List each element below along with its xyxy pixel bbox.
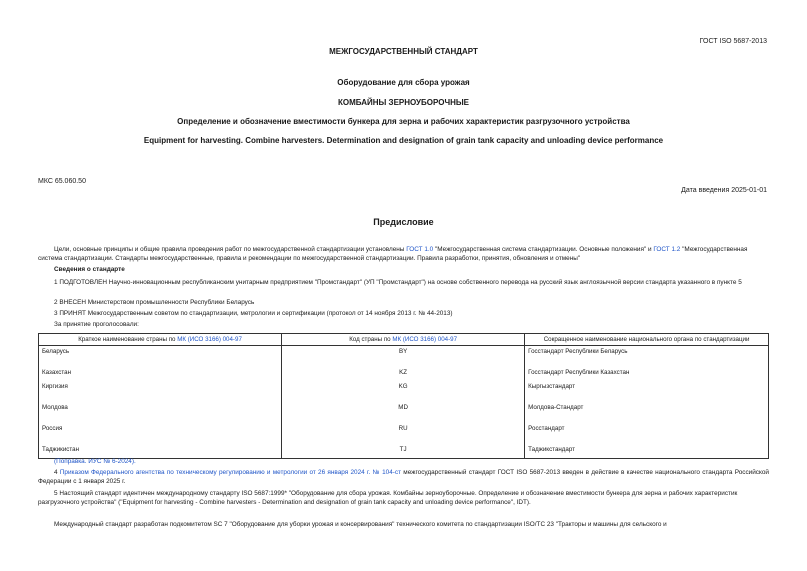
standards-body: Молдова-Стандарт (528, 404, 584, 411)
country-name: Беларусь (42, 348, 70, 355)
column-header-country: Краткое наименование страны по МК (ИСО 3166) 004-97 (39, 334, 282, 346)
gost-1-2-link[interactable]: ГОСТ 1.2 (653, 246, 681, 253)
column-header-body: Сокращенное наименование национального органа по стандартизации (525, 334, 769, 346)
country-code: RU (398, 425, 408, 432)
voted-for-label: За принятие проголосовали: (54, 321, 139, 328)
country-code: MD (398, 404, 408, 411)
table-row (39, 367, 769, 381)
subtitle-english: Equipment for harvesting. Combine harvesters. Determination and designation of grain tank capacity and unloading device performance (143, 136, 664, 145)
country-code: BY (398, 348, 408, 355)
item-5-identical: 5 Настоящий стандарт идентичен международному стандарту ISO 5687:1999* "Оборудование для сбора урожая. Комбайны зерноуборочные. Определение и обозначение вместимости бункера для зерна и рабочих характеристик разгрузочного устройства" ("Equipment for harvesting - Combine harvesters - Determination and designation of grain tank capacity and unloading device performance", IDT). (38, 490, 738, 506)
intro-text-b: "Межгосударственная система стандартизации. Основные положения" и (433, 246, 654, 253)
standards-body: Кыргызстандарт (528, 383, 576, 390)
country-name: Казахстан (42, 369, 71, 376)
item-2-submitted: 2 ВНЕСЕН Министерством промышленности Республики Беларусь (54, 299, 255, 306)
table-row (39, 381, 769, 402)
table-row (39, 402, 769, 423)
table-row (39, 346, 769, 368)
table-row (39, 423, 769, 444)
standards-body: Госстандарт Республики Казахстан (528, 369, 630, 376)
standards-body: Госстандарт Республики Беларусь (528, 348, 628, 355)
subtitle-combines: КОМБАЙНЫ ЗЕРНОУБОРОЧНЫЕ (337, 98, 470, 107)
country-name: Таджикистан (42, 446, 80, 453)
mks-code: МКС 65.060.50 (38, 178, 86, 185)
mk-iso-3166-link[interactable]: МК (ИСО 3166) 004-97 (177, 336, 242, 343)
item-4-order: 4 Приказом Федерального агентства по техническому регулированию и метрологии от 26 января 2024 г. № 104-ст межгосударственный стандарт ГОСТ ISO 5687-2013 введен в действие в качестве национального стандарта Российской Федерации с 1 января 2025 г. (38, 469, 769, 485)
mk-iso-3166-link[interactable]: МК (ИСО 3166) 004-97 (392, 336, 458, 343)
voting-states-table (38, 333, 769, 459)
item-1-prepared: 1 ПОДГОТОВЛЕН Научно-инновационным республиканским унитарным предприятием "Промстандарт" (УП "Промстандарт") на основе собственного перевода на русский язык англоязычной версии стандарта указанного в пункте 5 (54, 279, 742, 286)
intro-text-a: Цели, основные принципы и общие правила проведения работ по межгосударственной стандартизации установлены (54, 246, 407, 253)
table-row (39, 444, 769, 459)
standard-info-title: Сведения о стандарте (54, 266, 125, 273)
subtitle-equipment: Оборудование для сбора урожая (337, 78, 470, 87)
intro-text-c: "Межгосударственная система стандартизации. Стандарты межгосударственные, правила и рекомендации по межгосударственной стандартизации. Правила разработки, принятия, обновления и отмены" (38, 246, 748, 262)
column-header-code: Код страны по МК (ИСО 3166) 004-97 (282, 334, 525, 346)
country-name: Молдова (42, 404, 68, 411)
item-3-adopted: 3 ПРИНЯТ Межгосударственным советом по стандартизации, метрологии и сертификации (протокол от 14 ноября 2013 г. № 44-2013) (54, 310, 453, 317)
country-name: Россия (42, 425, 63, 432)
standard-type-heading: МЕЖГОСУДАРСТВЕННЫЙ СТАНДАРТ (329, 47, 478, 56)
country-name: Киргизия (42, 383, 68, 390)
country-code: TJ (399, 446, 407, 453)
table-header-row (39, 334, 769, 346)
preface-title: Предисловие (373, 217, 434, 227)
country-code: KZ (399, 369, 408, 376)
international-standard-paragraph: Международный стандарт разработан подкомитетом SC 7 "Оборудование для уборки урожая и консервирования" технического комитета по стандартизации ISO/TC 23 "Тракторы и машины для сельского и (54, 521, 667, 528)
introduction-date: Дата введения 2025-01-01 (681, 187, 767, 194)
standards-body: Росстандарт (528, 425, 565, 432)
amendment-link[interactable]: (Поправка. ИУС № 6-2024). (54, 458, 136, 465)
country-code: KG (398, 383, 408, 390)
subtitle-definition: Определение и обозначение вместимости бункера для зерна и рабочих характеристик разгрузочного устройства (177, 117, 630, 126)
gost-1-0-link[interactable]: ГОСТ 1.0 (406, 246, 434, 253)
standards-body: Таджикстандарт (528, 446, 575, 453)
document-code: ГОСТ ISO 5687-2013 (699, 38, 767, 45)
preface-intro (38, 245, 769, 263)
rosstandart-order-link[interactable]: Приказом Федерального агентства по техническому регулированию и метрологии от 26 января 2024 г. № 104-ст (59, 469, 402, 476)
